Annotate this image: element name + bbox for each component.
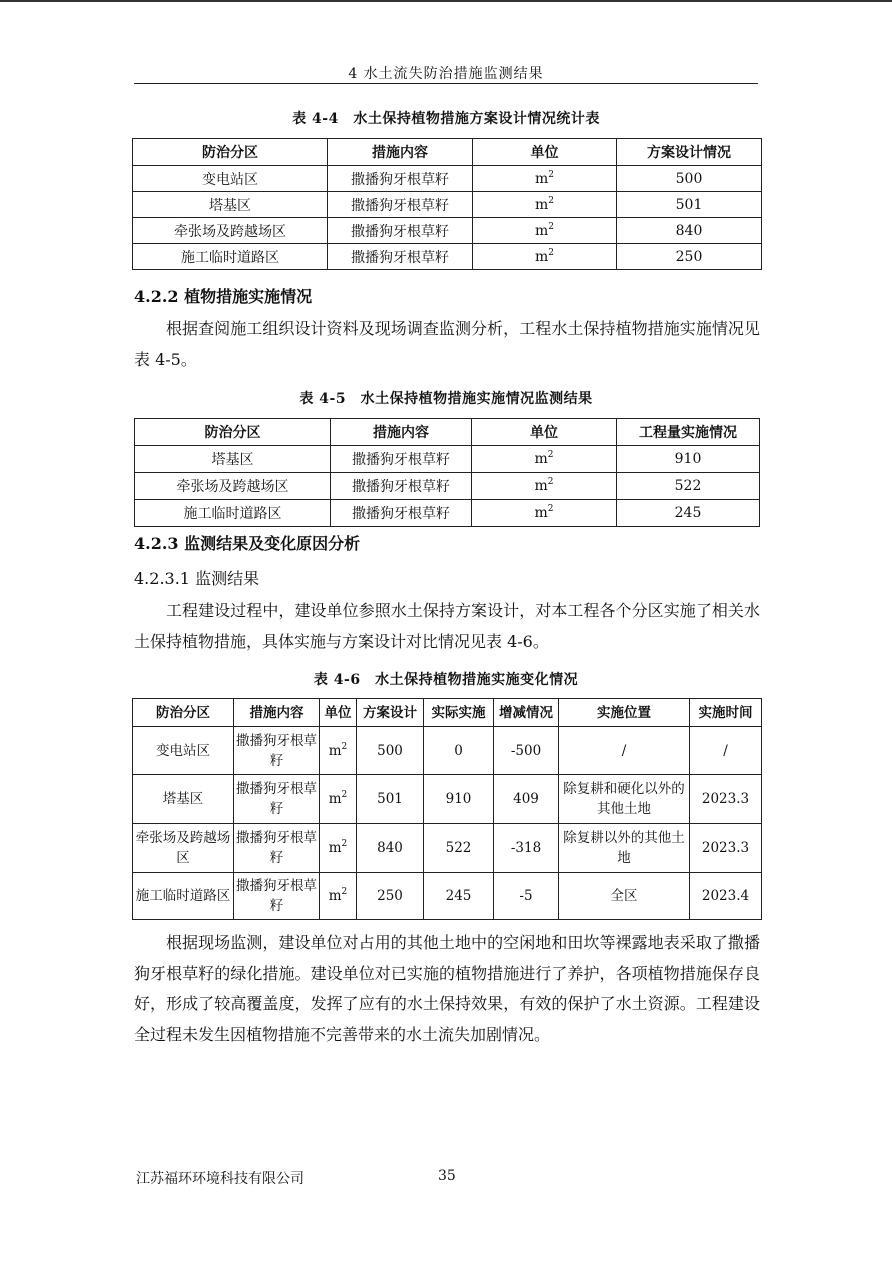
table-cell: 塔基区 [135, 446, 331, 473]
table-row [133, 873, 762, 920]
table-cell: 250 [617, 244, 762, 270]
table-cell: 撒播狗牙根草籽 [328, 218, 473, 244]
unit-cell: $m^2$ [473, 218, 617, 244]
section-heading-4-2-3: 4.2.3 监测结果及变化原因分析 [134, 534, 361, 553]
unit-cell: $m^2$ [320, 873, 357, 920]
table-cell: 变电站区 [133, 727, 234, 775]
table-4-4-caption: 表 4-4 水土保持植物措施方案设计情况统计表 [292, 111, 600, 127]
table-cell: 910 [617, 446, 760, 473]
header-cell: 单位 [473, 139, 617, 166]
table-header-row [133, 139, 762, 166]
footer-company: 江苏福环环境科技有限公司 [136, 1171, 304, 1187]
table-cell: 塔基区 [133, 775, 234, 824]
table-cell: 2023.3 [690, 775, 762, 824]
table-cell: 撒播狗牙根草籽 [328, 192, 473, 218]
header-cell: 单位 [472, 419, 617, 446]
table-cell: -318 [494, 824, 559, 873]
running-header: 4 水土流失防治措施监测结果 [348, 66, 544, 82]
page-top-border [0, 0, 892, 2]
table-cell: 250 [357, 873, 424, 920]
table-cell: 除复耕以外的其他土地 [559, 824, 690, 873]
table-cell: 撒播狗牙根草籽 [234, 873, 320, 920]
table-cell: 撒播狗牙根草籽 [328, 166, 473, 192]
table-cell: -5 [494, 873, 559, 920]
table-cell: 501 [357, 775, 424, 824]
table-cell: 撒播狗牙根草籽 [234, 727, 320, 775]
table-cell: 全区 [559, 873, 690, 920]
subsection-heading-4-2-3-1: 4.2.3.1 监测结果 [134, 569, 260, 588]
section-heading-4-2-2: 4.2.2 植物措施实施情况 [134, 287, 313, 306]
table-cell: 840 [357, 824, 424, 873]
table-cell: 0 [424, 727, 494, 775]
table-row [133, 192, 762, 218]
table-cell: / [559, 727, 690, 775]
header-cell: 单位 [320, 699, 357, 727]
header-cell: 防治分区 [135, 419, 331, 446]
table-row [133, 775, 762, 824]
table-cell: 522 [424, 824, 494, 873]
table-cell: 500 [617, 166, 762, 192]
unit-cell: $m^2$ [473, 166, 617, 192]
table-row [135, 446, 760, 473]
unit-cell: $m^2$ [320, 727, 357, 775]
table-cell: 910 [424, 775, 494, 824]
table-cell: 245 [617, 500, 760, 527]
table-cell: -500 [494, 727, 559, 775]
table-cell: 牵张场及跨越场区 [133, 824, 234, 873]
header-cell: 实施时间 [690, 699, 762, 727]
table-row [135, 473, 760, 500]
header-cell: 措施内容 [331, 419, 472, 446]
header-cell: 增减情况 [494, 699, 559, 727]
table-cell: 除复耕和硬化以外的其他土地 [559, 775, 690, 824]
table-row [133, 727, 762, 775]
table-cell: 施工临时道路区 [133, 244, 328, 270]
table-cell: 501 [617, 192, 762, 218]
unit-cell: $m^2$ [473, 192, 617, 218]
unit-cell: $m^2$ [320, 824, 357, 873]
table-row [133, 824, 762, 873]
header-cell: 工程量实施情况 [617, 419, 760, 446]
header-cell: 措施内容 [328, 139, 473, 166]
table-4-4 [132, 138, 762, 270]
table-header-row [133, 699, 762, 727]
table-cell: 245 [424, 873, 494, 920]
table-cell: 撒播狗牙根草籽 [331, 500, 472, 527]
table-cell: 409 [494, 775, 559, 824]
header-cell: 防治分区 [133, 699, 234, 727]
table-row [133, 244, 762, 270]
unit-cell: $m^2$ [320, 775, 357, 824]
table-row [133, 218, 762, 244]
table-4-5-caption: 表 4-5 水土保持植物措施实施情况监测结果 [299, 391, 593, 407]
table-cell: 施工临时道路区 [135, 500, 331, 527]
table-cell: 塔基区 [133, 192, 328, 218]
header-cell: 实际实施 [424, 699, 494, 727]
table-row [133, 166, 762, 192]
table-cell: 撒播狗牙根草籽 [234, 775, 320, 824]
table-cell: 施工临时道路区 [133, 873, 234, 920]
page-number: 35 [438, 1168, 456, 1184]
paragraph-4-2-3-1: 工程建设过程中，建设单位参照水土保持方案设计，对本工程各个分区实施了相关水土保持植物措施，具体实施与方案设计对比情况见表 4-6。 [134, 601, 760, 651]
header-cell: 方案设计情况 [617, 139, 762, 166]
table-4-6-caption: 表 4-6 水土保持植物措施实施变化情况 [313, 672, 579, 688]
table-cell: 牵张场及跨越场区 [135, 473, 331, 500]
table-cell: 牵张场及跨越场区 [133, 218, 328, 244]
unit-cell: $m^2$ [472, 473, 617, 500]
table-cell: 2023.4 [690, 873, 762, 920]
table-row [135, 500, 760, 527]
table-cell: 撒播狗牙根草籽 [331, 446, 472, 473]
table-cell: 变电站区 [133, 166, 328, 192]
table-header-row [135, 419, 760, 446]
header-cell: 防治分区 [133, 139, 328, 166]
table-cell: 500 [357, 727, 424, 775]
table-cell: 522 [617, 473, 760, 500]
header-cell: 方案设计 [357, 699, 424, 727]
unit-cell: $m^2$ [472, 446, 617, 473]
table-cell: 840 [617, 218, 762, 244]
header-cell: 措施内容 [234, 699, 320, 727]
table-cell: 撒播狗牙根草籽 [328, 244, 473, 270]
header-rule [134, 83, 758, 84]
table-cell: 撒播狗牙根草籽 [331, 473, 472, 500]
unit-cell: $m^2$ [473, 244, 617, 270]
paragraph-4-2-2: 根据查阅施工组织设计资料及现场调查监测分析，工程水土保持植物措施实施情况见表 4-5。 [134, 319, 760, 369]
table-cell: 2023.3 [690, 824, 762, 873]
table-4-5 [134, 418, 760, 527]
header-cell: 实施位置 [559, 699, 690, 727]
paragraph-conclusion: 根据现场监测，建设单位对占用的其他土地中的空闲地和田坎等裸露地表采取了撒播狗牙根草籽的绿化措施。建设单位对已实施的植物措施进行了养护，各项植物措施保存良好，形成了较高覆盖度，发挥了应有的水土保持效果，有效的保护了水土资源。工程建设全过程未发生因植物措施不完善带来的水土流失加剧情况。 [134, 933, 760, 1044]
unit-cell: $m^2$ [472, 500, 617, 527]
table-4-6 [132, 698, 762, 920]
table-cell: 撒播狗牙根草籽 [234, 824, 320, 873]
table-cell: / [690, 727, 762, 775]
